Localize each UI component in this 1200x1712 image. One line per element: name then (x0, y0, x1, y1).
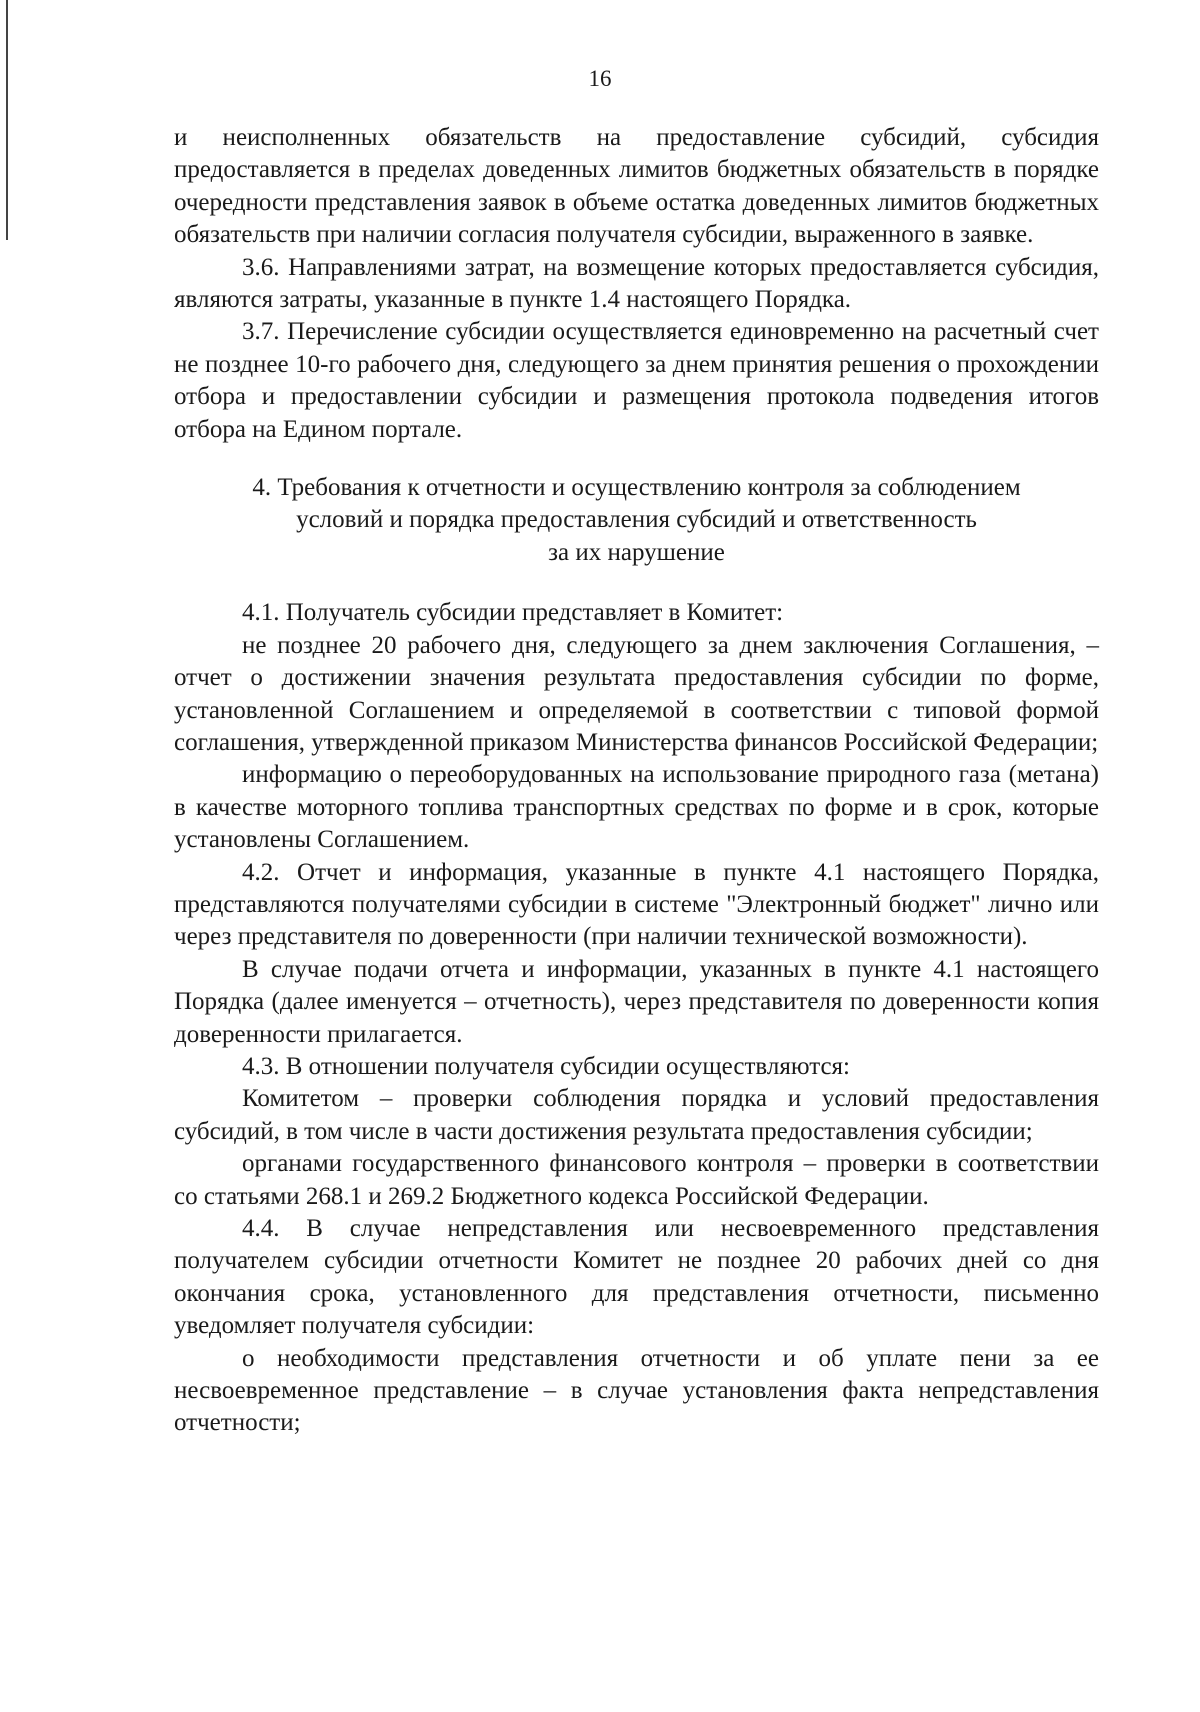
paragraph-3-6: 3.6. Направлениями затрат, на возмещение которых предоставляется субсидия, являются затраты, указанные в пункте 1.4 настоящего Порядка. (174, 253, 1099, 314)
scan-edge-line (6, 0, 8, 240)
section-heading-line-3: за их нарушение (548, 538, 725, 566)
paragraph-4-1: 4.1. Получатель субсидии представляет в Комитет: (242, 599, 784, 627)
paragraph-state-control: органами государственного финансового контроля – проверки в соответствии со статьями 268.1 и 269.2 Бюджетного кодекса Российской Федерации. (174, 1150, 1099, 1210)
document-body (174, 122, 1099, 1440)
paragraph-continuation: и неисполненных обязательств на предоставление субсидий, субсидия предоставляется в пределах доведенных лимитов бюджетных обязательств в порядке очередности представления заявок в объеме остатка доведенных лимитов бюджетных обязательств при наличии согласия получателя субсидии, выраженного в заявке. (174, 124, 1099, 249)
paragraph-vehicle-info: информацию о переоборудованных на использование природного газа (метана) в качестве моторного топлива транспортных средствах по форме и в срок, которые установлены Соглашением. (174, 761, 1099, 854)
paragraph-4-3: 4.3. В отношении получателя субсидии осуществляются: (242, 1052, 850, 1080)
paragraph-4-4: 4.4. В случае непредставления или несвоевременного представления получателем субсидии отчетности Комитет не позднее 20 рабочих дней со дня окончания срока, установленного для представления отчетности, письменно уведомляет получателя субсидии: (174, 1215, 1099, 1340)
section-heading (174, 472, 1099, 569)
paragraph-report-deadline: не позднее 20 рабочего дня, следующего за днем заключения Соглашения, – отчет о достижении значения результата предоставления субсидии по форме, установленной Соглашением и определяемой в соответствии с типовой формой соглашения, утвержденной приказом Министерства финансов Российской Федерации; (174, 631, 1099, 756)
section-heading-line-2: условий и порядка предоставления субсидий и ответственность (296, 506, 977, 534)
page-number: 16 (588, 66, 612, 91)
paragraph-3-7: 3.7. Перечисление субсидии осуществляется единовременно на расчетный счет не позднее 10-го рабочего дня, следующего за днем принятия решения о прохождении отбора и предоставлении субсидии и размещения протокола подведения итогов отбора на Едином портале. (174, 318, 1099, 443)
paragraph-4-2: 4.2. Отчет и информация, указанные в пункте 4.1 настоящего Порядка, представляются получателями субсидии в системе "Электронный бюджет" лично или через представителя по доверенности (при наличии технической возможности). (174, 858, 1099, 951)
section-heading-line-1: 4. Требования к отчетности и осуществлению контроля за соблюдением (252, 474, 1021, 502)
paragraph-power-of-attorney: В случае подачи отчета и информации, указанных в пункте 4.1 настоящего Порядка (далее именуется – отчетность), через представителя по доверенности копия доверенности прилагается. (174, 955, 1099, 1048)
paragraph-penalty-notice: о необходимости представления отчетности и об уплате пени за ее несвоевременное представление – в случае установления факта непредставления отчетности; (174, 1344, 1099, 1437)
paragraph-committee-checks: Комитетом – проверки соблюдения порядка и условий предоставления субсидий, в том числе в части достижения результата предоставления субсидии; (174, 1085, 1099, 1145)
